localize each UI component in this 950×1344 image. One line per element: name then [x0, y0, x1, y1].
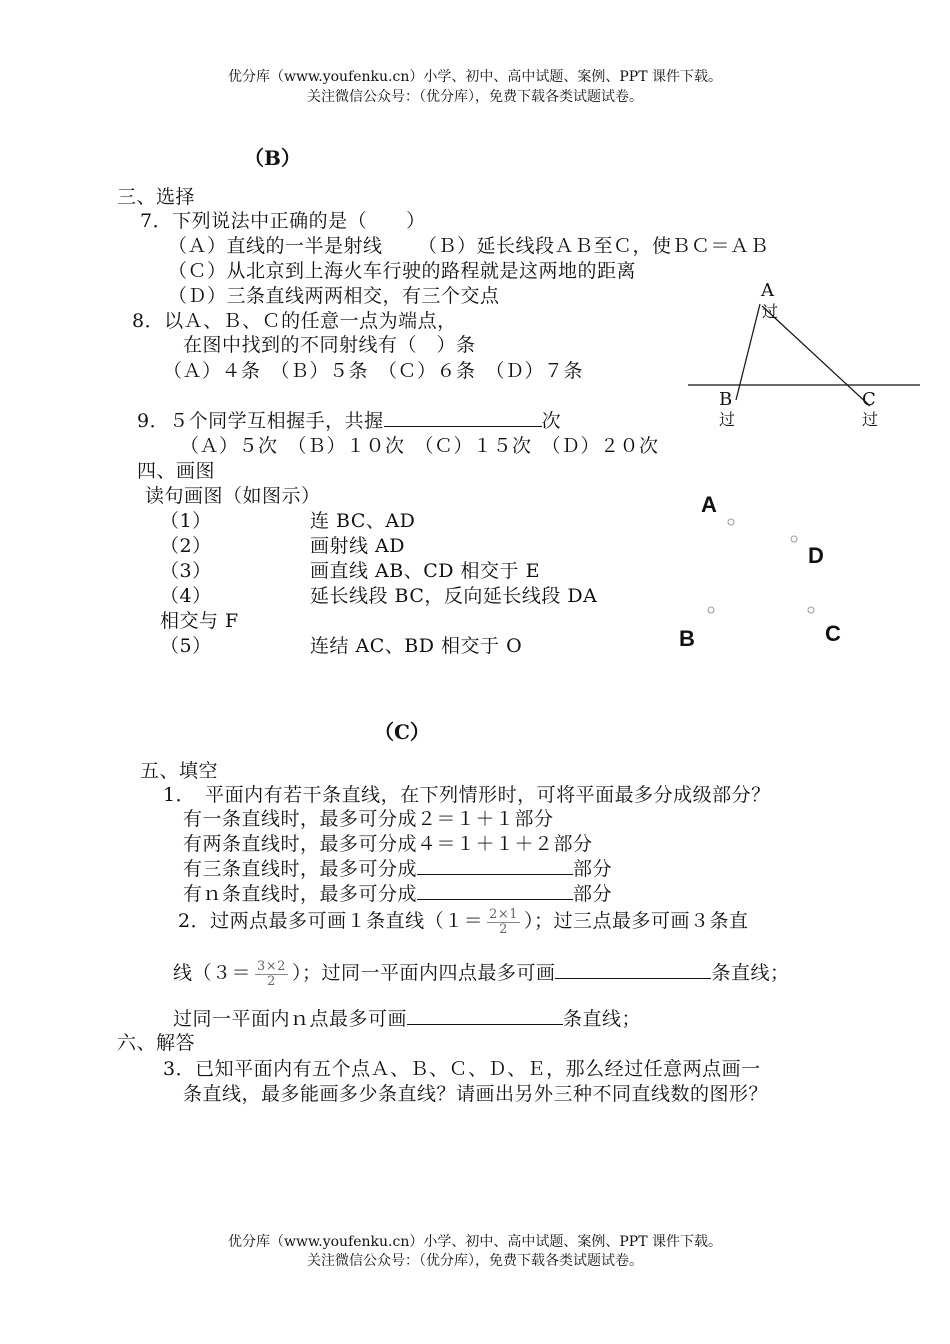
point-label-b: B [679, 626, 695, 651]
triangle-sub-c: 过 [862, 410, 879, 429]
q9-stem-after: 次 [541, 410, 562, 432]
fill-q2-part2-before: 线（３＝ [173, 962, 252, 984]
q9-options: （Ａ）５次 （Ｂ）１０次 （Ｃ）１５次 （Ｄ）２０次 [180, 435, 659, 457]
fill-q1-line4-after: 部分 [573, 883, 613, 905]
draw-intro: 读句画图（如图示） [145, 485, 321, 507]
fill-q2-blank-n-points[interactable] [407, 1006, 563, 1025]
q7-option-c: （Ｃ）从北京到上海火车行驶的路程就是这两地的距离 [168, 260, 637, 282]
fill-q2-line3 [173, 1004, 641, 1031]
section-b-title: （B） [244, 146, 301, 170]
fill-q1-blank-3[interactable] [417, 856, 573, 875]
fill-q1-line3-before: 有三条直线时，最多可分成 [183, 858, 418, 880]
draw-item-2-text: 画射线 AD [310, 535, 405, 557]
fill-q2-part2-mid: ）；过同一平面内四点最多可画 [291, 962, 556, 984]
fraction-3x2-over-2 [255, 960, 288, 989]
draw-item-5-num: （5） [160, 635, 212, 657]
q9-stem-before: 9．５个同学互相握手，共握 [137, 410, 384, 432]
draw-item-1-num: （1） [160, 510, 212, 532]
part6-heading: 六、解答 [117, 1032, 196, 1054]
draw-item-2-num: （2） [160, 535, 212, 557]
point-b-dot [708, 607, 714, 613]
triangle-label-b: B [719, 389, 733, 410]
fill-q2-part3-before: 过同一平面内ｎ点最多可画 [173, 1008, 408, 1030]
triangle-sub-a: 过 [762, 302, 779, 321]
fill-q1-line3-after: 部分 [573, 858, 613, 880]
point-c-dot [808, 607, 814, 613]
four-point-figure [700, 510, 820, 620]
fraction-1-numerator: 2×1 [489, 906, 519, 922]
draw-item-4-text: 延长线段 BC，反向延长线段 DA [310, 585, 598, 607]
header-line-1: 优分库（www.youfenku.cn）小学、初中、高中试题、案例、PPT 课件下载。 [227, 69, 722, 85]
part3-heading: 三、选择 [117, 186, 196, 208]
fraction-2-numerator: 3×2 [257, 958, 286, 974]
point-d-dot [791, 536, 797, 542]
fill-q1-blank-n[interactable] [417, 881, 573, 900]
fill-q2-part2-after: 条直线； [711, 962, 790, 984]
part5-heading: 五、填空 [140, 760, 219, 782]
triangle-label-a: A [761, 280, 774, 301]
footer-line-1: 优分库（www.youfenku.cn）小学、初中、高中试题、案例、PPT 课件下载。 [227, 1234, 722, 1250]
triangle-sub-b: 过 [719, 410, 736, 429]
q7-option-d: （Ｄ）三条直线两两相交，有三个交点 [168, 285, 500, 307]
draw-item-4-cont: 相交与 F [160, 610, 239, 632]
point-label-c: C [825, 621, 841, 646]
part4-heading: 四、画图 [137, 460, 216, 482]
q7-option-a: （Ａ）直线的一半是射线 [168, 235, 383, 257]
q9-answer-blank[interactable] [384, 408, 542, 427]
fraction-1-denominator: 2 [499, 921, 508, 937]
q8-options: （Ａ）４条 （Ｂ）５条 （Ｃ）６条 （Ｄ）７条 [163, 360, 584, 382]
fill-q2-line2 [173, 958, 789, 989]
fill-q2-blank-four-points[interactable] [555, 960, 711, 979]
line-ab [736, 304, 760, 400]
q7-option-b: （Ｂ）延长线段ＡＢ至Ｃ，使ＢＣ＝ＡＢ [418, 235, 770, 257]
fill-q2-part1-before: 2．过两点最多可画１条直线（１＝ [178, 910, 484, 932]
draw-item-5-text: 连结 AC、BD 相交于 O [310, 635, 523, 657]
draw-item-3-num: （3） [160, 560, 212, 582]
answer-q3-line1: 3．已知平面内有五个点Ａ、Ｂ、Ｃ、Ｄ、Ｅ，那么经过任意两点画一 [163, 1058, 761, 1080]
footer-line-2: 关注微信公众号：（优分库），免费下载各类试题试卷。 [307, 1253, 643, 1269]
fill-q1-stem: 1． 平面内有若干条直线，在下列情形时，可将平面最多分成级部分？ [163, 784, 771, 806]
header-line-2: 关注微信公众号：（优分库），免费下载各类试题试卷。 [307, 89, 643, 105]
q7-stem: 7．下列说法中正确的是（ ） [140, 210, 426, 232]
point-label-a: A [701, 492, 717, 517]
fraction-2-denominator: 2 [267, 973, 276, 989]
draw-item-4-num: （4） [160, 585, 212, 607]
answer-q3-line2: 条直线，最多能画多少条直线？请画出另外三种不同直线数的图形？ [183, 1083, 769, 1105]
section-c-title: （C） [374, 720, 430, 744]
fill-q2-line1 [178, 906, 749, 937]
fill-q1-line4 [183, 879, 612, 906]
line-ac [762, 306, 870, 406]
point-a-dot [728, 519, 734, 525]
fill-q1-line1: 有一条直线时，最多可分成２＝１＋１部分 [183, 808, 554, 830]
triangle-label-c: C [862, 389, 876, 410]
fill-q2-part3-after: 条直线； [563, 1008, 642, 1030]
q8-stem: 8．以Ａ、Ｂ、Ｃ的任意一点为端点， [132, 310, 457, 332]
fill-q1-line3 [183, 854, 612, 881]
fraction-2x1-over-2 [487, 908, 520, 937]
fill-q1-line4-before: 有ｎ条直线时，最多可分成 [183, 883, 418, 905]
draw-item-3-text: 画直线 AB、CD 相交于 E [310, 560, 540, 582]
draw-item-1-text: 连 BC、AD [310, 510, 416, 532]
q8-stem-2: 在图中找到的不同射线有（ ）条 [183, 334, 476, 356]
q9-stem [137, 406, 561, 433]
fill-q1-line2: 有两条直线时，最多可分成４＝１＋１＋２部分 [183, 833, 593, 855]
fill-q2-part1-after: ）；过三点最多可画３条直 [524, 910, 749, 932]
point-label-d: D [808, 543, 824, 568]
